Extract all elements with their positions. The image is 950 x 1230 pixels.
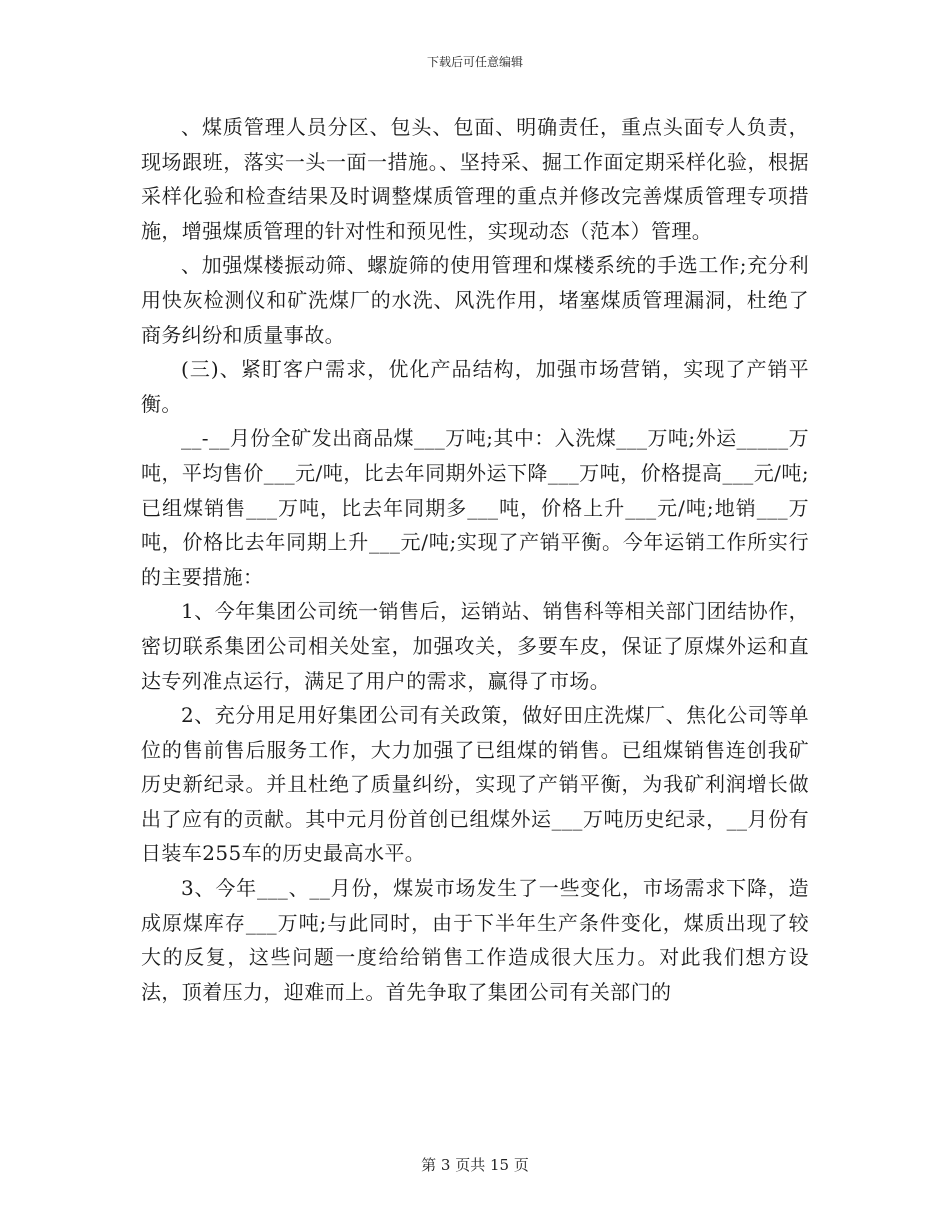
page-number-footer: 第 3 页共 15 页 [421, 1156, 529, 1174]
paragraph-sales-figures: __-__月份全矿发出商品煤___万吨;其中：入洗煤___万吨;外运_____万吨，平均售价___元/吨，比去年同期外运下降___万吨，价格提高___元/吨;已组煤销售___万吨，比去年同期多___吨，价格上升___元/吨;地销___万吨，价格比去年同期上升___元/吨;实现了产销平衡。今年运销工作所实行的主要措施： [141, 426, 809, 589]
paragraph-measure-1: 1、今年集团公司统一销售后，运销站、销售科等相关部门团结协作，密切联系集团公司相关处室，加强攻关，多要车皮，保证了原煤外运和直达专列准点运行，满足了用户的需求，赢得了市场。 [141, 599, 809, 693]
paragraph-screening-management: 、加强煤楼振动筛、螺旋筛的使用管理和煤楼系统的手选工作;充分利用快灰检测仪和矿洗煤厂的水洗、风洗作用，堵塞煤质管理漏洞，杜绝了商务纠纷和质量事故。 [141, 253, 809, 347]
paragraph-section-three-heading: (三)、紧盯客户需求，优化产品结构，加强市场营销，实现了产销平衡。 [141, 357, 809, 416]
document-body [141, 110, 809, 1009]
paragraph-measure-3: 3、今年___、__月份，煤炭市场发生了一些变化，市场需求下降，造成原煤库存___万吨;与此同时，由于下半年生产条件变化，煤质出现了较大的反复，这些问题一度给给销售工作造成很大压力。对此我们想方设法，顶着压力，迎难而上。首先争取了集团公司有关部门的 [141, 876, 809, 1004]
paragraph-coal-quality-responsibility: 、煤质管理人员分区、包头、包面、明确责任，重点头面专人负责，现场跟班，落实一头一面一措施。、坚持采、掘工作面定期采样化验，根据采样化验和检查结果及时调整煤质管理的重点并修改完善煤质管理专项措施，增强煤质管理的针对性和预见性，实现动态（范本）管理。 [141, 115, 809, 243]
page-header: 下载后可任意编辑 [426, 55, 523, 69]
paragraph-measure-2: 2、充分用足用好集团公司有关政策，做好田庄洗煤厂、焦化公司等单位的售前售后服务工作，大力加强了已组煤的销售。已组煤销售连创我矿历史新纪录。并且杜绝了质量纠纷，实现了产销平衡，为我矿利润增长做出了应有的贡献。其中元月份首创已组煤外运___万吨历史纪录，__月份有日装车255车的历史最高水平。 [141, 703, 809, 866]
